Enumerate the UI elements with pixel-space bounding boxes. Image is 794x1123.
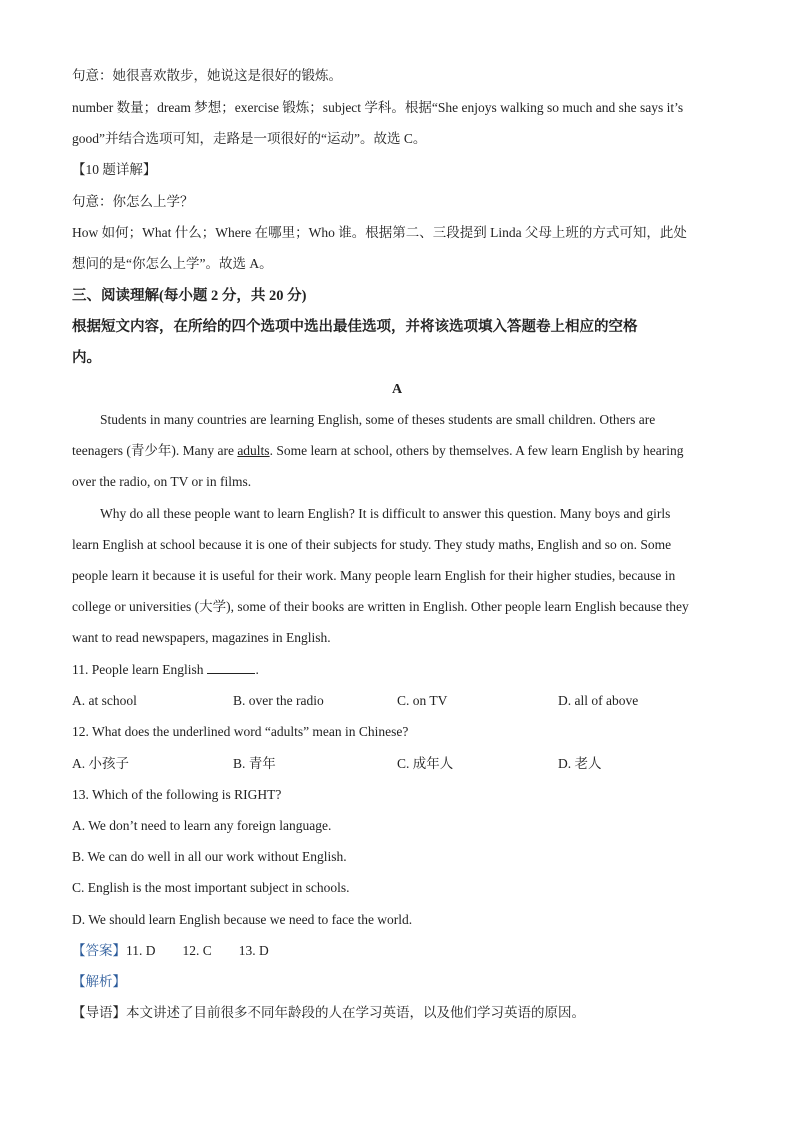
answer-values: 11. D 12. C 13. D <box>126 943 269 958</box>
underlined-word: adults <box>237 443 270 458</box>
guide-label: 【导语】 <box>72 1005 126 1020</box>
question-12: 12. What does the underlined word “adults” mean in Chinese? <box>72 724 409 739</box>
passage-line: Students in many countries are learning English, some of theses students are small children. Others are <box>100 412 656 427</box>
passage-line: learn English at school because it is one of their subjects for study. They study maths, English and so on. Some <box>72 537 672 552</box>
passage-line: college or universities (大学), some of their books are written in English. Other people learn English because they <box>72 599 689 614</box>
q11-option-c: C. on TV <box>397 693 448 708</box>
q12-option-b: B. 青年 <box>233 756 276 771</box>
question-13: 13. Which of the following is RIGHT? <box>72 787 282 802</box>
section-heading: 三、阅读理解(每小题 2 分，共 20 分) <box>72 288 307 304</box>
passage-line: over the radio, on TV or in films. <box>72 474 252 489</box>
q13-option-c: C. English is the most important subject in schools. <box>72 880 350 895</box>
answer-label: 【答案】 <box>72 943 126 958</box>
passage-line: want to read newspapers, magazines in English. <box>72 630 331 645</box>
passage-line <box>72 441 722 461</box>
q11-option-a: A. at school <box>72 693 137 708</box>
q12-option-d: D. 老人 <box>558 756 602 771</box>
explanation-line: number 数量；dream 梦想；exercise 锻炼；subject 学科。根据“She enjoys walking so much and she says it’s <box>72 100 684 115</box>
explanation-line: How 如何；What 什么；Where 在哪里；Who 谁。根据第二、三段提到 Linda 父母上班的方式可知，此处 <box>72 225 687 240</box>
question-text: . <box>255 662 259 677</box>
q13-option-d: D. We should learn English because we need to face the world. <box>72 912 413 927</box>
question-text: 11. People learn English <box>72 662 204 677</box>
question-detail-header: 【10 题详解】 <box>72 162 157 177</box>
analysis-label: 【解析】 <box>72 974 126 989</box>
answer-blank <box>207 661 255 674</box>
q13-option-b: B. We can do well in all our work without English. <box>72 849 347 864</box>
passage-text: teenagers (青少年). Many are <box>72 443 238 458</box>
q11-option-d: D. all of above <box>558 693 639 708</box>
q12-option-c: C. 成年人 <box>397 756 454 771</box>
passage-text: . Some learn at school, others by themselves. A few learn English by hearing <box>269 443 684 458</box>
guide-line <box>72 1003 722 1023</box>
explanation-line: 句意：你怎么上学？ <box>72 194 194 209</box>
passage-line: people learn it because it is useful for their work. Many people learn English for their higher studies, because in <box>72 568 676 583</box>
passage-line: Why do all these people want to learn English? It is difficult to answer this question. Many boys and girls <box>100 506 671 521</box>
guide-text: 本文讲述了目前很多不同年龄段的人在学习英语，以及他们学习英语的原因。 <box>126 1005 585 1020</box>
q11-option-b: B. over the radio <box>233 693 324 708</box>
section-instruction: 内。 <box>72 350 101 366</box>
answer-line <box>72 941 722 961</box>
explanation-line: 想问的是“你怎么上学”。故选 A。 <box>72 256 273 271</box>
q13-option-a: A. We don’t need to learn any foreign language. <box>72 818 332 833</box>
section-instruction: 根据短文内容，在所给的四个选项中选出最佳选项，并将该选项填入答题卷上相应的空格 <box>72 319 638 335</box>
q12-option-a: A. 小孩子 <box>72 756 129 771</box>
question-11 <box>72 660 722 680</box>
passage-title: A <box>391 382 403 397</box>
explanation-line: good”并结合选项可知，走路是一项很好的“运动”。故选 C。 <box>72 131 427 146</box>
explanation-line: 句意：她很喜欢散步，她说这是很好的锻炼。 <box>72 68 342 83</box>
